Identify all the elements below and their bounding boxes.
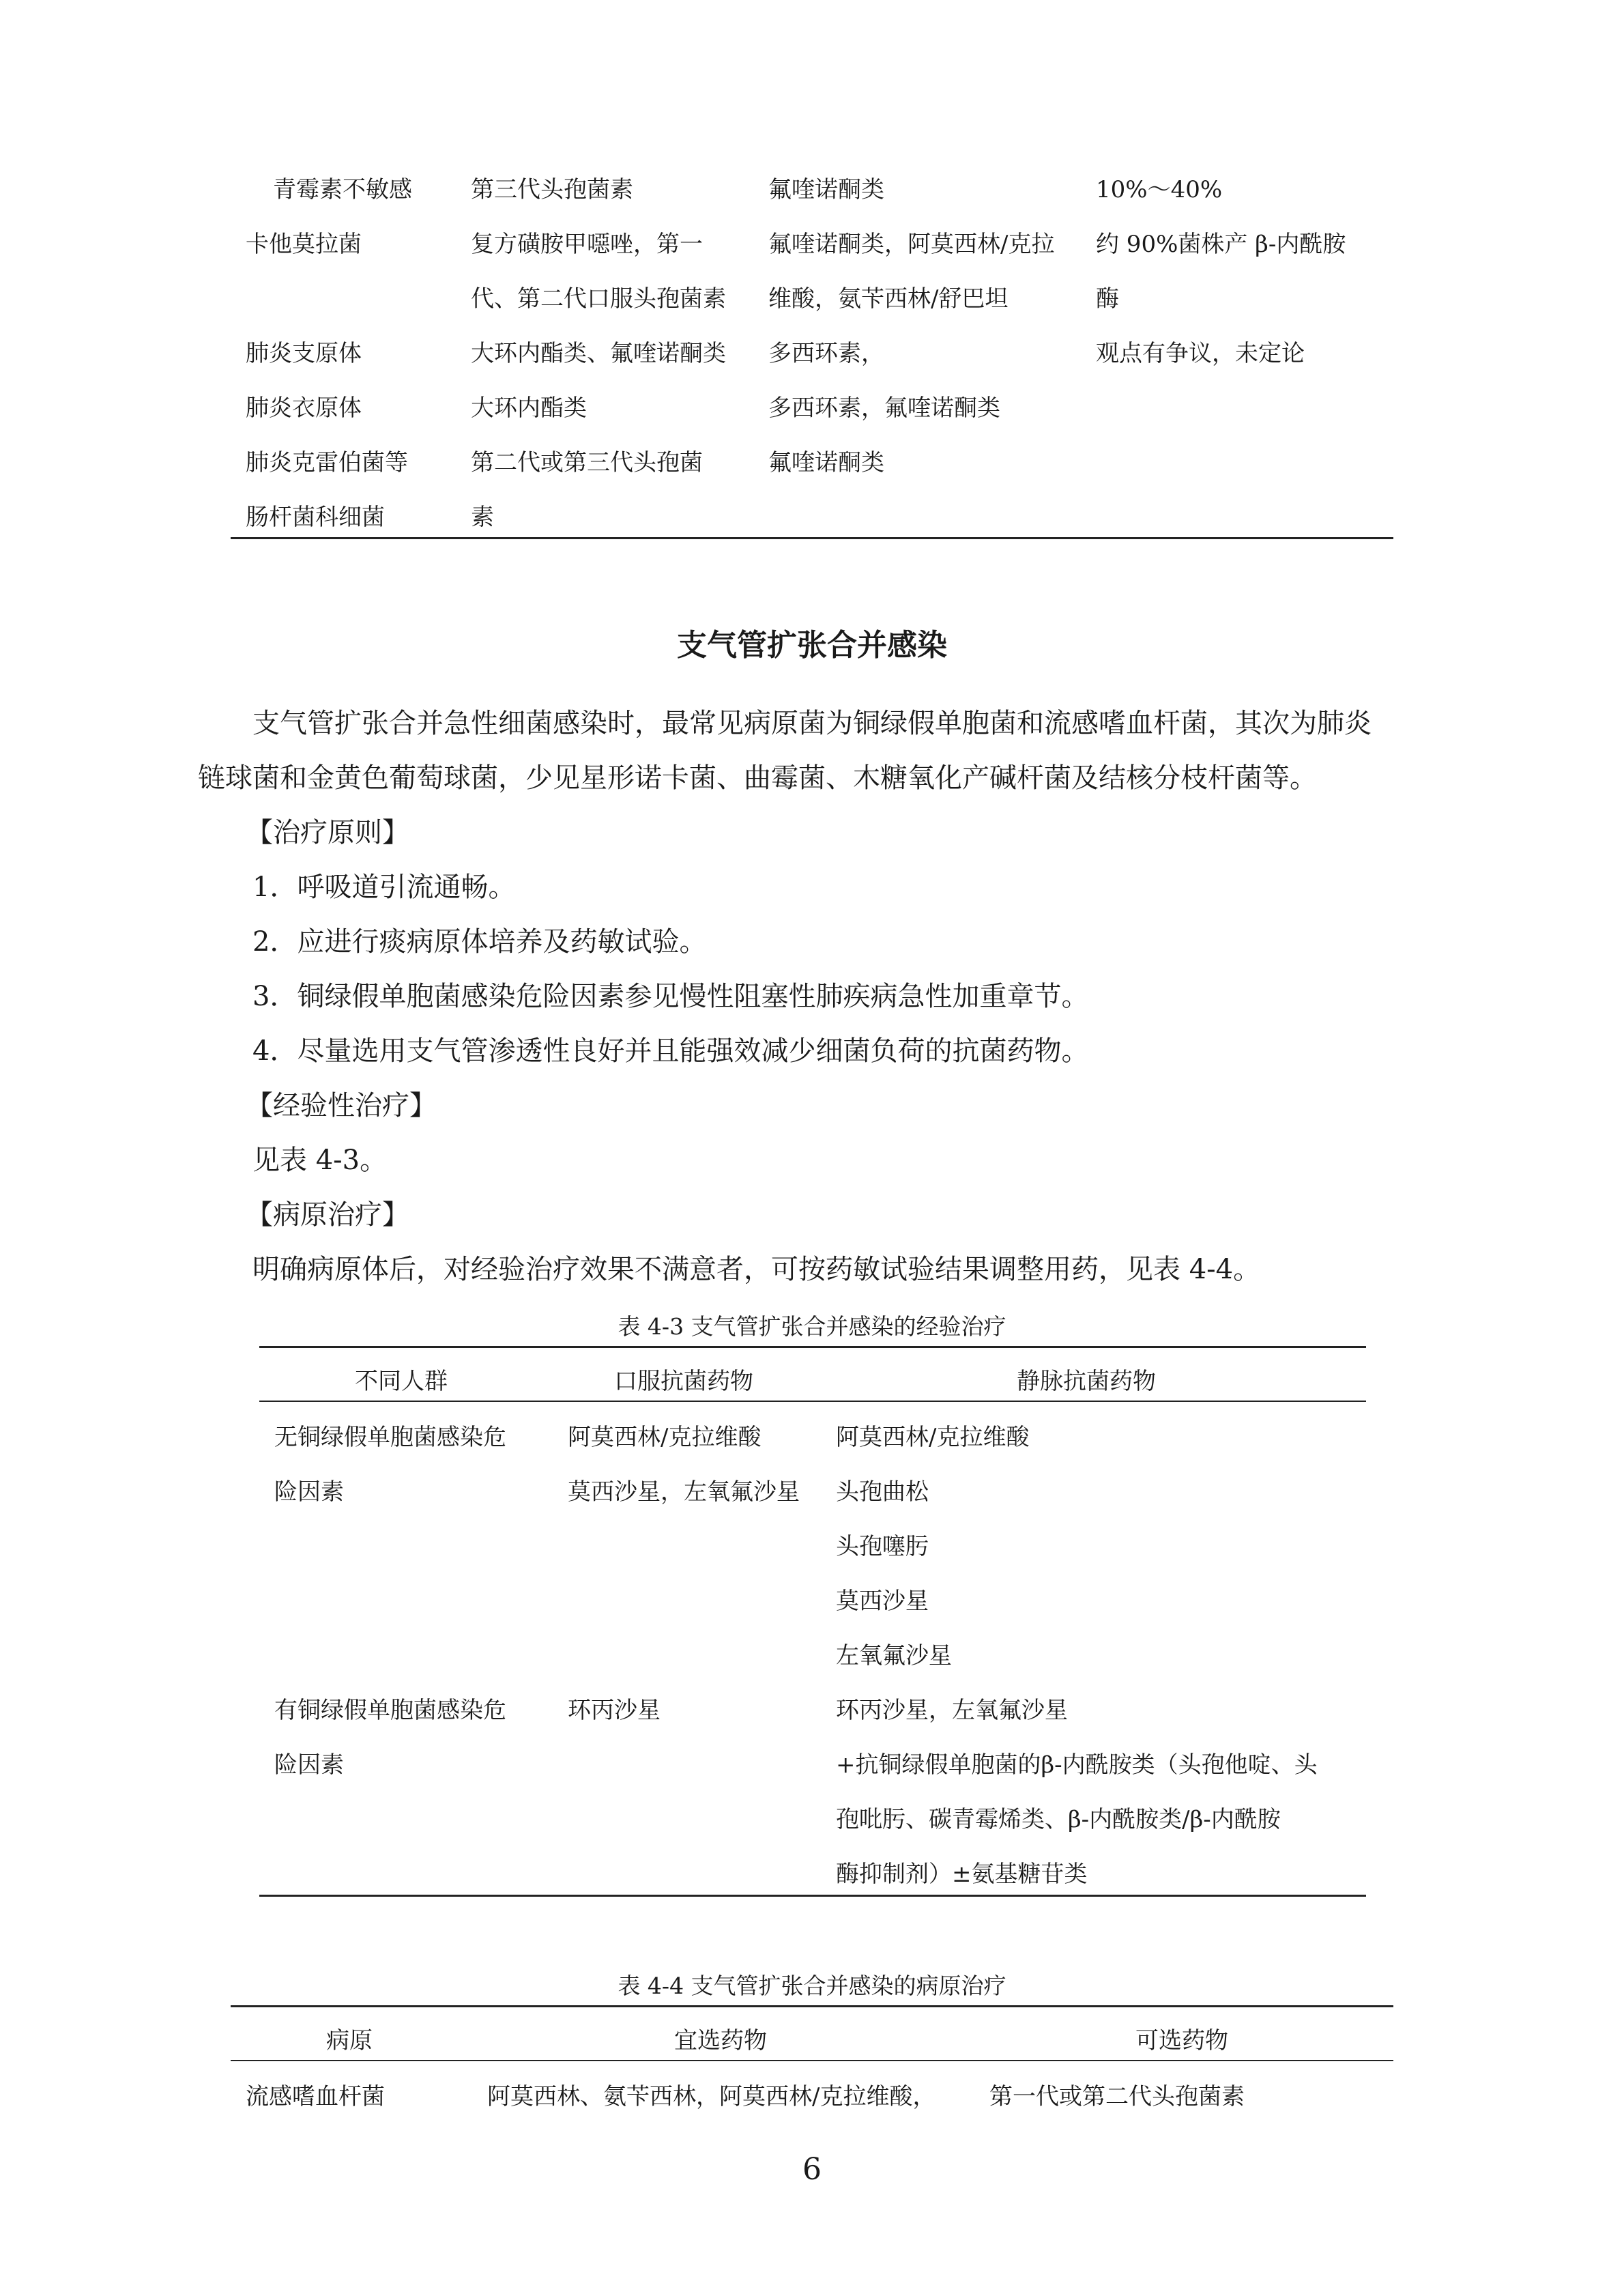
table-header-cell: 宜选药物 <box>674 2027 767 2054</box>
table-cell: 第三代头孢菌素 <box>471 176 633 203</box>
table-cell: 肺炎克雷伯菌等 <box>246 449 408 476</box>
table-cell: 流感嗜血杆菌 <box>246 2083 385 2110</box>
table-cell: 氟喹诺酮类 <box>768 449 884 476</box>
table-cell: 左氧氟沙星 <box>836 1642 952 1669</box>
table-44-top-rule <box>231 2005 1393 2007</box>
table-cell: 复方磺胺甲噁唑，第一 <box>471 231 703 258</box>
table-cell: 氟喹诺酮类 <box>768 176 884 203</box>
table-cell: 素 <box>471 504 494 531</box>
table-43-header-rule <box>259 1401 1366 1402</box>
table-cell: 阿莫西林/克拉维酸 <box>836 1424 1030 1451</box>
table-cell: 莫西沙星 <box>836 1588 929 1615</box>
table-cell: 头孢曲松 <box>836 1478 929 1506</box>
empirical-heading: 【经验性治疗】 <box>246 1090 437 1121</box>
table-cell: 有铜绿假单胞菌感染危 <box>274 1697 506 1724</box>
table-header-cell: 静脉抗菌药物 <box>1017 1368 1156 1395</box>
principles-heading: 【治疗原则】 <box>246 817 409 848</box>
intro-paragraph-line: 支气管扩张合并急性细菌感染时，最常见病原菌为铜绿假单胞菌和流感嗜血杆菌，其次为肺炎 <box>252 708 1372 739</box>
table-cell: 阿莫西林/克拉维酸 <box>568 1424 762 1451</box>
table-cell: 10%～40% <box>1096 176 1223 203</box>
table-cell: 环丙沙星，左氧氟沙星 <box>836 1697 1068 1724</box>
page-number: 6 <box>802 2152 822 2187</box>
table-cell: 无铜绿假单胞菌感染危 <box>274 1424 506 1451</box>
table-44-caption: 表 4-4 支气管扩张合并感染的病原治疗 <box>618 1972 1006 1999</box>
table-cell: 卡他莫拉菌 <box>246 231 362 258</box>
intro-paragraph-line: 链球菌和金黄色葡萄球菌，少见星形诺卡菌、曲霉菌、木糖氧化产碱杆菌及结核分枝杆菌等。 <box>198 762 1317 794</box>
principle-item: 3．铜绿假单胞菌感染危险因素参见慢性阻塞性肺疾病急性加重章节。 <box>252 981 1089 1012</box>
table-cell: 氟喹诺酮类，阿莫西林/克拉 <box>768 231 1055 258</box>
table-cell: 肺炎衣原体 <box>246 394 362 422</box>
table-header-cell: 可选药物 <box>1135 2027 1228 2054</box>
table-cell: 多西环素， <box>768 340 884 367</box>
table-cell: 青霉素不敏感 <box>273 176 412 203</box>
table-44-header-rule <box>231 2060 1393 2061</box>
table-cell: 第一代或第二代头孢菌素 <box>989 2083 1245 2110</box>
pathogen-heading: 【病原治疗】 <box>246 1199 409 1231</box>
table-cell: 酶 <box>1096 285 1119 313</box>
pathogen-text: 明确病原体后，对经验治疗效果不满意者，可按药敏试验结果调整用药，见表 4-4。 <box>252 1254 1261 1285</box>
table-bottom-rule <box>231 537 1393 539</box>
table-cell: 孢吡肟、碳青霉烯类、β-内酰胺类/β-内酰胺 <box>836 1806 1281 1833</box>
table-cell: 酶抑制剂）±氨基糖苷类 <box>836 1861 1088 1888</box>
table-cell: 观点有争议，未定论 <box>1096 340 1305 367</box>
table-cell: 肠杆菌科细菌 <box>246 504 385 531</box>
principle-item: 2．应进行痰病原体培养及药敏试验。 <box>252 926 707 958</box>
table-header-cell: 口服抗菌药物 <box>614 1368 753 1395</box>
table-cell: +抗铜绿假单胞菌的β-内酰胺类（头孢他啶、头 <box>836 1751 1318 1779</box>
principle-item: 1．呼吸道引流通畅。 <box>252 872 516 903</box>
table-cell: 多西环素，氟喹诺酮类 <box>768 394 1000 422</box>
table-43-top-rule <box>259 1346 1366 1348</box>
table-cell: 险因素 <box>274 1478 344 1506</box>
table-cell: 环丙沙星 <box>568 1697 661 1724</box>
table-cell: 大环内酯类 <box>471 394 587 422</box>
table-cell: 头孢噻肟 <box>836 1533 929 1560</box>
table-header-cell: 病原 <box>326 2027 373 2054</box>
table-cell: 阿莫西林、氨苄西林，阿莫西林/克拉维酸， <box>487 2083 936 2110</box>
table-43-bottom-rule <box>259 1895 1366 1897</box>
table-cell: 莫西沙星，左氧氟沙星 <box>568 1478 800 1506</box>
table-43-caption: 表 4-3 支气管扩张合并感染的经验治疗 <box>618 1313 1006 1340</box>
principle-item: 4．尽量选用支气管渗透性良好并且能强效减少细菌负荷的抗菌药物。 <box>252 1035 1089 1067</box>
table-cell: 第二代或第三代头孢菌 <box>471 449 703 476</box>
table-cell: 维酸，氨苄西林/舒巴坦 <box>768 285 1009 313</box>
empirical-text: 见表 4-3。 <box>252 1145 388 1176</box>
table-cell: 代、第二代口服头孢菌素 <box>471 285 726 313</box>
table-cell: 约 90%菌株产 β-内酰胺 <box>1096 231 1346 258</box>
table-header-cell: 不同人群 <box>355 1368 448 1395</box>
table-cell: 肺炎支原体 <box>246 340 362 367</box>
table-cell: 险因素 <box>274 1751 344 1779</box>
section-title: 支气管扩张合并感染 <box>677 628 947 663</box>
table-cell: 大环内酯类、氟喹诺酮类 <box>471 340 726 367</box>
